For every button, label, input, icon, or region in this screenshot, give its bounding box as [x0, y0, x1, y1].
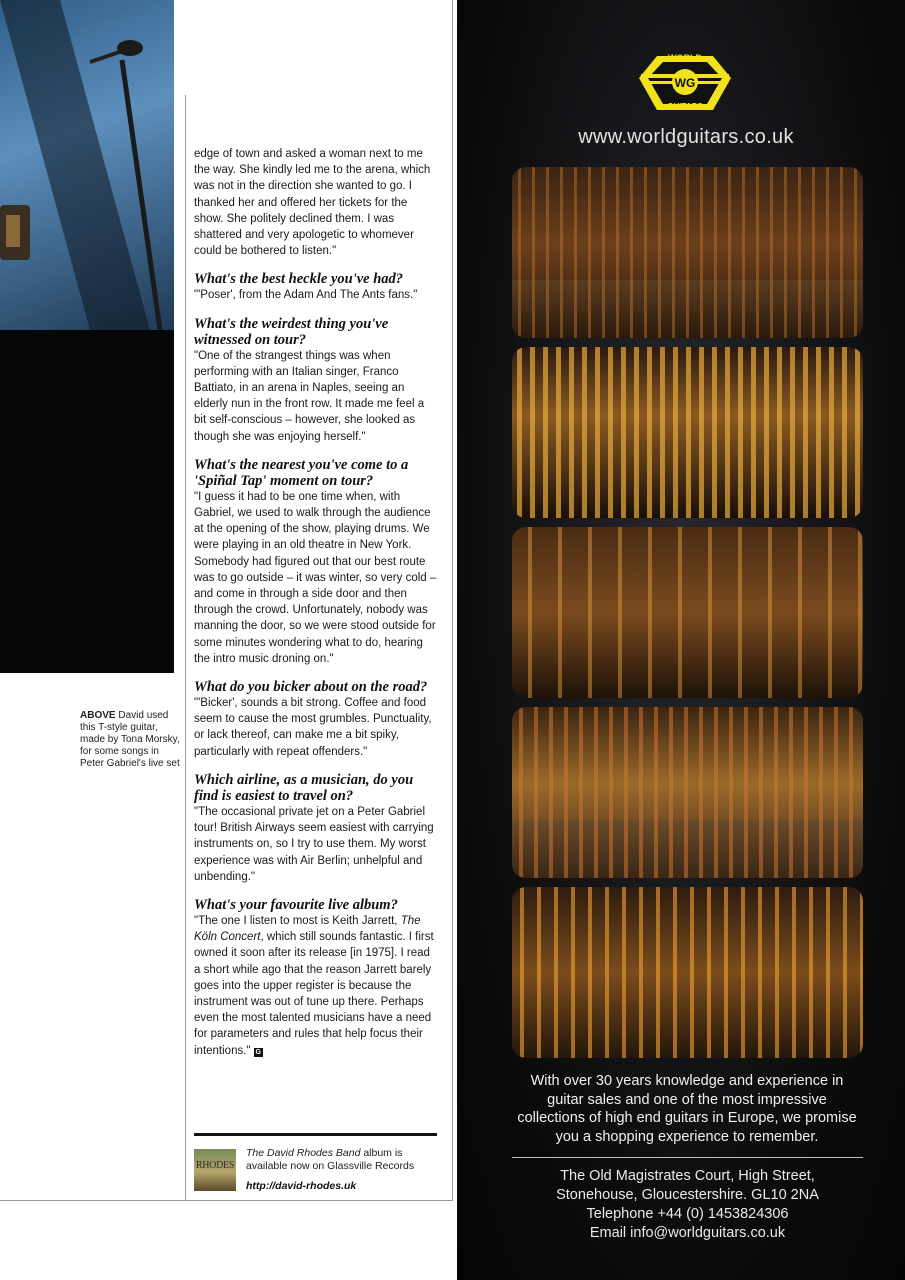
album-title: The David Rhodes Band: [246, 1147, 361, 1159]
guitar-rack: [512, 347, 863, 518]
album-cover: [194, 1149, 236, 1191]
question-heading: What's the weirdest thing you've witnessed on tour?: [194, 315, 389, 348]
question-heading: What do you bicker about on the road?: [194, 679, 428, 696]
email-link[interactable]: Email info@worldguitars.co.uk: [589, 1225, 786, 1241]
column-divider: [185, 95, 186, 1200]
ad-website[interactable]: www.worldguitars.co.uk: [578, 126, 794, 148]
answer-text: "'Bicker', sounds a bit strong. Coffee and food seem to cause the most grumbles. Punctuality, or lack thereof, can make me a bit spiky, particularly with repeat offenders.": [194, 697, 432, 758]
article-intro: edge of town and asked a woman next to me the way. She kindly led me to the arena, which was not in the direction she wanted to go. I thanked her and offered her tickets for the show. She politely declined them. I was shattered and very apologetic to whomever could be bothered to listen.": [194, 148, 431, 258]
album-title-italic: The Köln Concert: [194, 914, 421, 944]
album-availability: album is available now on Glassville Records: [246, 1147, 415, 1172]
logo-monogram: WG: [674, 76, 696, 90]
guitar-rack: [512, 167, 863, 338]
world-guitars-ad: [457, 0, 905, 1280]
shop-photo: [512, 707, 863, 878]
interview-article: [194, 146, 439, 1059]
logo-word-bottom: GUITARS: [667, 102, 703, 111]
address-line: The Old Magistrates Court, High Street,: [560, 1168, 815, 1184]
answer-part: "The one I listen to most is Keith Jarrett,: [194, 914, 401, 927]
guitar-rack: [512, 707, 863, 878]
question-heading: Which airline, as a musician, do you find is easiest to travel on?: [194, 771, 414, 804]
ad-address: [512, 1167, 863, 1243]
question-heading: What's the nearest you've come to a 'Spiñal Tap' moment on tour?: [194, 456, 409, 489]
answer-text: "The occasional private jet on a Peter Gabriel tour! British Airways seem easiest with carrying instruments on, so I try to use them. My worst experience was with Air Berlin; unhelpful and unbending.": [194, 805, 434, 883]
caption-text: David used this T-style guitar, made by Tona Morsky, for some songs in Peter Gabriel's live set: [80, 710, 180, 769]
promo-divider: [194, 1133, 437, 1136]
photo-caption: [80, 710, 180, 770]
question-heading: What's the best heckle you've had?: [194, 271, 404, 288]
shop-photo: [512, 167, 863, 338]
answer-text: [194, 913, 439, 1059]
microphone-stand-icon: [0, 0, 174, 673]
answer-text: "One of the strangest things was when performing with an Italian singer, Franco Battiato, in an arena in Naples, seeing an elderly nun in the front row. It made me feel a bit self-conscious – however, she looked as though she was enjoying herself.": [194, 349, 425, 443]
guitar-rack: [512, 887, 863, 1058]
promo-link[interactable]: http://david-rhodes.uk: [246, 1180, 357, 1192]
promo-text: [246, 1147, 441, 1173]
answer-text: "'Poser', from the Adam And The Ants fans.": [194, 289, 418, 302]
telephone: Telephone +44 (0) 1453824306: [586, 1206, 789, 1222]
guitar-rack: [512, 527, 863, 698]
shop-photo: [512, 347, 863, 518]
ad-tagline: With over 30 years knowledge and experience in guitar sales and one of the most impressive collections of high end guitars in Europe, we promise you a shopping experience to remember.: [517, 1073, 857, 1145]
shop-photo: [512, 887, 863, 1058]
answer-text: "I guess it had to be one time when, with Gabriel, we used to walk through the audience at the opening of the show, playing drums. We were playing in an old theatre in New York. Somebody had figured out that our best route was to go outside – it was winter, so very cold – and come in through a side door and then through the crowd. Unfortunately, nobody was manning the door, so we were stood outside for some minutes wondering what to do, hearing the intro music droning on.": [194, 490, 437, 665]
question-heading: What's your favourite live album?: [194, 896, 398, 913]
concert-photo: [0, 0, 174, 673]
answer-part: , which still sounds fantastic. I first owned it soon after its release [in 1975]. I read a short while ago that the reason Jarrett barely goes into the upper register is because the instrument was out of tune up there. Perhaps even the most talented musicians have a need for parameters and rules that help focus their intentions.": [194, 931, 434, 1057]
world-guitars-logo: [637, 48, 733, 118]
ad-divider: [512, 1157, 863, 1158]
end-of-article-icon: G: [255, 1048, 261, 1056]
address-line: Stonehouse, Gloucestershire. GL10 2NA: [556, 1187, 819, 1203]
album-cover-text: RHODES: [195, 1160, 235, 1171]
logo-word-top: WORLD: [668, 53, 702, 63]
page-edge-rule: [452, 0, 453, 1201]
caption-lead: ABOVE: [80, 710, 116, 721]
footer-rule: [0, 1200, 452, 1201]
shop-photo: [512, 527, 863, 698]
